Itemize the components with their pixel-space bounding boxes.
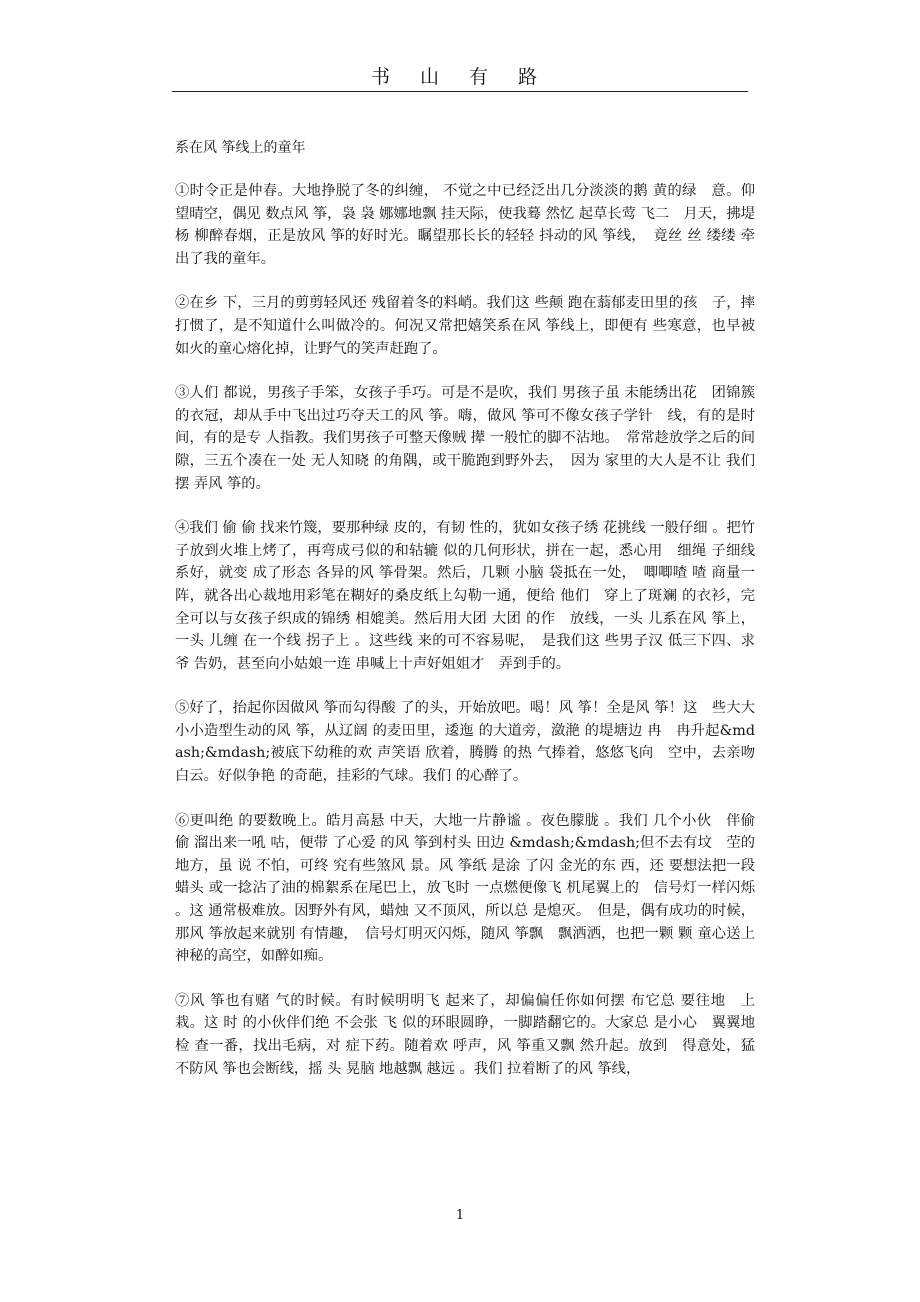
paragraph-2: ②在乡 下，三月的剪剪轻风还 残留着冬的料峭。我们这 些颠 跑在蓊郁麦田里的孩 子，摔打惯了，是不知道什么叫做冷的。何况又常把嬉笑系在风 筝线上，即便有 些寒意，也早被如火的童心熔化掉，让野气的笑声赶跑了。 <box>175 295 755 357</box>
page-number: 1 <box>455 1208 465 1223</box>
paragraph-1: ①时令正是仲春。大地挣脱了冬的纠缠， 不觉之中已经泛出几分淡淡的鹅 黄的绿 意。仰望晴空，偶见 数点风 筝，袅 袅 娜娜地飘 挂天际，使我蓦 然忆 起草长莺 飞二 月天，拂堤杨 柳醉春烟，正是放风 筝的好时光。瞩望那长长的轻轻 抖动的风 筝线， 竟丝 丝 缕缕 牵 出了我的童年。 <box>175 183 755 267</box>
paragraph-6: ⑥更叫绝 的要数晚上。皓月高悬 中天，大地一片静谧 。夜色朦胧 。我们 几个小伙 伴偷偷 溜出来一吼 咕，便带 了心爱 的风 筝到村头 田边 &mdash;&mdash;但不去有坟 茔的地方，虽 说 不怕，可终 究有些煞风 景。风 筝纸 是涂 了闪 金光的东 西，还 要想法把一段蜡头 或一捻沾了油的棉絮系在尾巴上，放飞时 一点燃便像飞 机尾翼上的 信号灯一样闪烁 。这 通常极难放。因野外有风，蜡烛 又不顶风，所以总 是熄灭。 但是，偶有成功的时候，那风 筝放起来就别 有情趣， 信号灯明灭闪烁，随风 筝飘 飘洒洒，也把一颗 颗 童心送上神秘的高空，如醉如痴。 <box>175 812 756 965</box>
paragraph-5: ⑤好了，抬起你因做风 筝而勾得酸 了的头，开始放吧。喝！风 筝！全是风 筝！这 些大大小小造型生动的风 筝，从辽阔 的麦田里，逶迤 的大道旁，潋滟 的堤塘边 冉 冉升起&mdash;&mdash;被底下幼稚的欢 声笑语 欣着，腾腾 的热 气捧着，悠悠飞向 空中，去亲吻白云。好似争艳 的奇葩，挂彩的气球。我们 的心醉了。 <box>175 700 755 785</box>
page-header-title: 书 山 有 路 <box>370 66 550 88</box>
paragraph-4: ④我们 偷 偷 找来竹篾，要那种绿 皮的，有韧 性的，犹如女孩子绣 花挑线 一般仔细 。把竹子放到火堆上烤了，再弯成弓似的和轱辘 似的几何形状，拼在一起，悉心用 细绳 子细线 系好，就变 成了形态 各异的风 筝骨架。然后，几颗 小脑 袋抵在一处， 唧唧喳 喳 商量一阵，就各出心裁地用彩笔在糊好的桑皮纸上勾勒一通，便给 他们 穿上了斑斓 的衣衫，完全可以与女孩子织成的锦绣 相媲美。然后用大团 大团 的作 放线，一头 儿系在风 筝上，一头 儿缠 在一个线 拐子上 。这些线 来的可不容易呢， 是我们这 些男子汉 低三下四、求爷 告奶，甚至向小姑娘一连 串喊上十声好姐姐才 弄到手的。 <box>175 520 755 672</box>
paragraph-7: ⑦风 筝也有赌 气的时候。有时候明明飞 起来了，却偏偏任你如何摆 布它总 要往地 上栽。这 时 的小伙伴们绝 不会张 飞 似的环眼圆睁，一脚踏翻它的。大家总 是小心 翼翼地检 查一番，找出毛病，对 症下药。随着欢 呼声，风 筝重又飘 然升起。放到 得意处，猛不防风 筝也会断线，摇 头 晃脑 地越飘 越远 。我们 拉着断了的风 筝线， <box>175 992 756 1077</box>
article-body <box>175 180 755 1102</box>
header-divider <box>172 91 748 92</box>
article-title: 系在风 筝线上的童年 <box>175 140 306 156</box>
paragraph-3: ③人们 都说，男孩子手笨，女孩子手巧。可是不是吹，我们 男孩子虽 未能绣出花 团锦簇的衣冠，却从手中飞出过巧夺天工的风 筝。嗨，做风 筝可不像女孩子学针 线，有的是时间，有的是专 人指教。我们男孩子可整天像贼 撵 一般忙的脚不沾地。 常常趁放学之后的间 隙，三五个凑在一处 无人知晓 的角隅，或干脆跑到野外去， 因为 家里的大人是不让 我们摆 弄风 筝的。 <box>175 385 755 492</box>
